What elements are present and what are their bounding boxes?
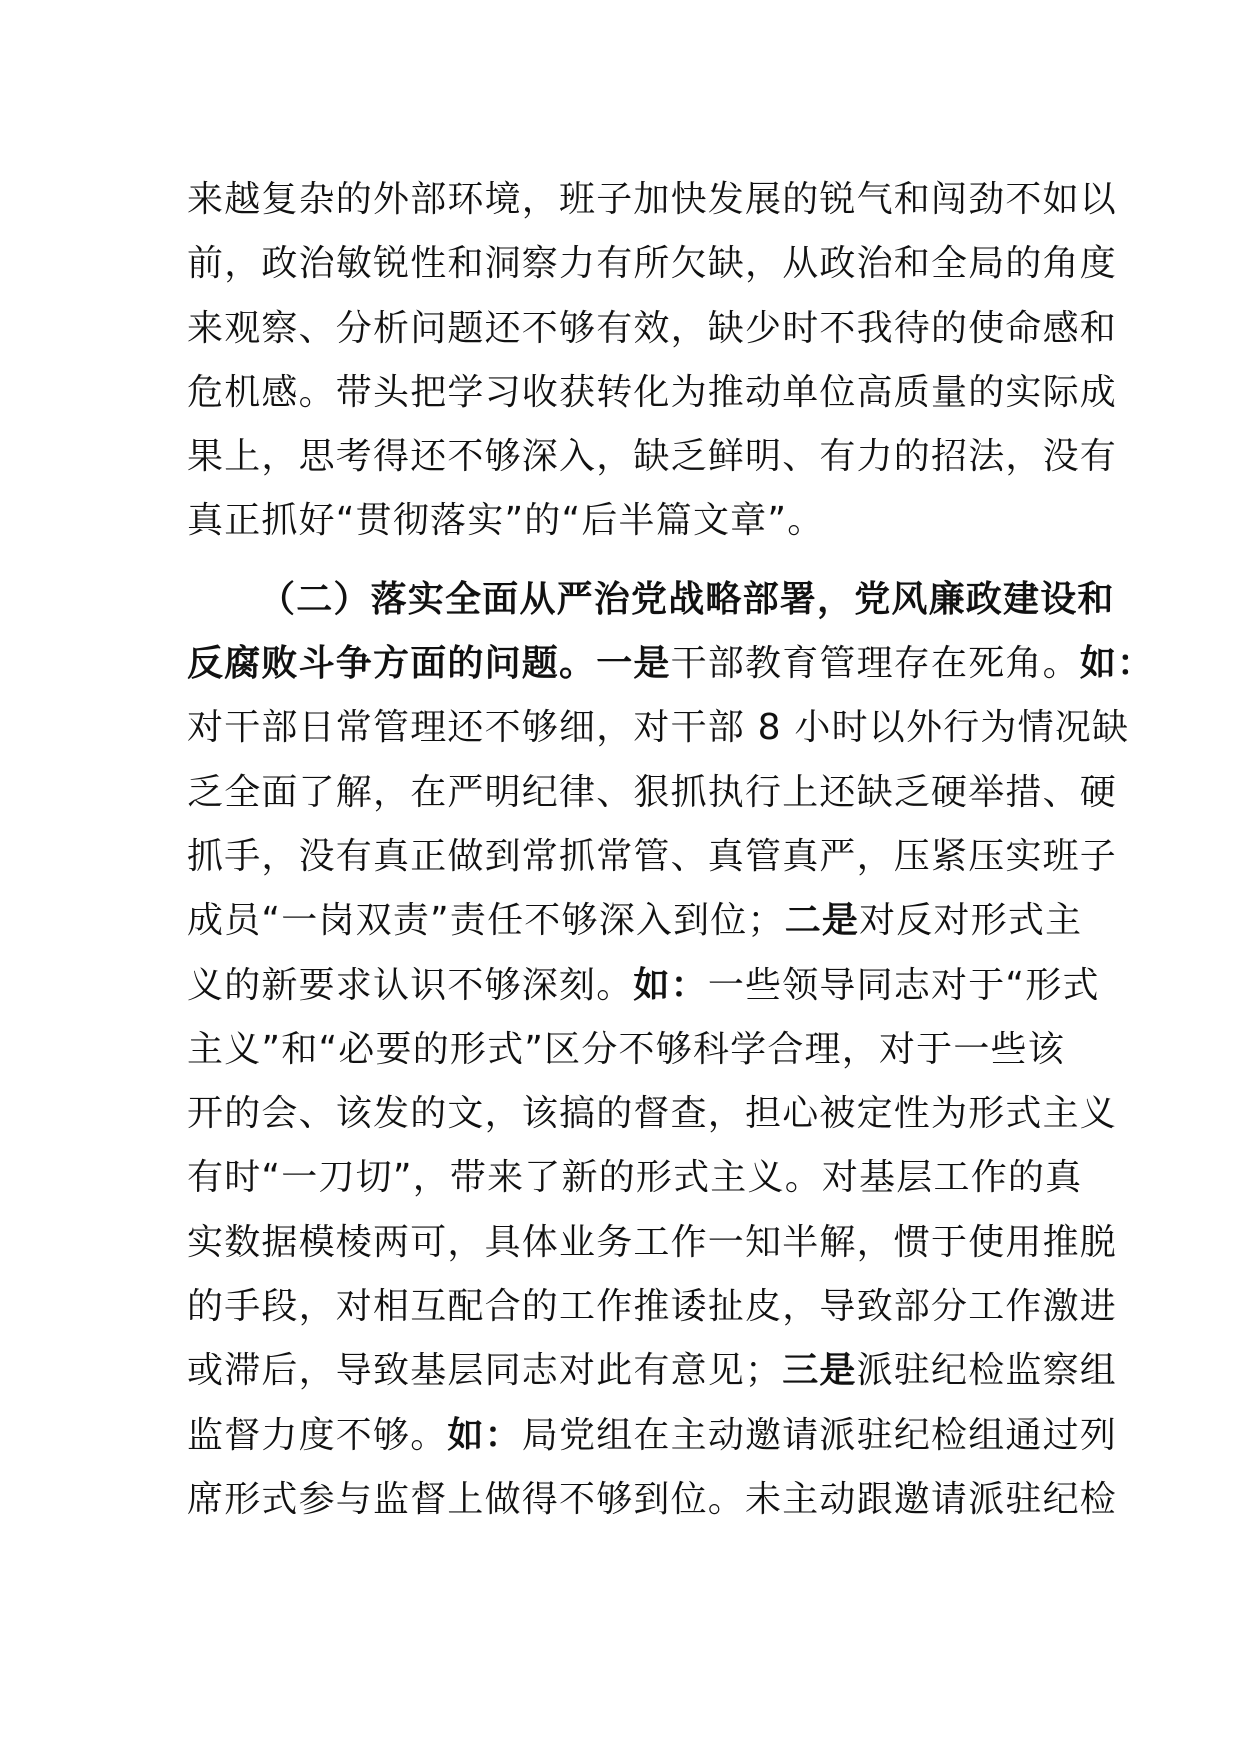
paragraph-1-line-1: 来越复杂的外部环境，班子加快发展的锐气和闯劲不如以 — [187, 179, 1118, 220]
paragraph-2-line-6 — [187, 889, 1083, 953]
line-6-text: 成员“一岗双责”责任不够深入到位； — [187, 900, 785, 942]
point-one-text: 干部教育管理存在死角。 — [670, 643, 1080, 685]
paragraph-2-line-13 — [187, 1339, 1118, 1403]
line-14-text: 监督力度不够。 — [187, 1414, 448, 1456]
line-7-text: 义的新要求认识不够深刻。 — [187, 964, 634, 1006]
paragraph-2-line-12: 的手段，对相互配合的工作推诿扯皮，导致部分工作激进 — [187, 1286, 1118, 1328]
paragraph-1-line-4: 危机感。带头把学习收获转化为推动单位高质量的实际成 — [187, 371, 1118, 413]
point-three-marker: 三是 — [782, 1350, 857, 1392]
paragraph-1-line-2: 前，政治敏锐性和洞察力有所欠缺，从政治和全局的角度 — [187, 243, 1118, 285]
line-6-tail: 对反对形式主 — [859, 900, 1083, 942]
line-13-tail: 派驻纪检监察组 — [856, 1350, 1118, 1392]
paragraph-2-line-2 — [187, 632, 1155, 696]
paragraph-2-line-15: 席形式参与监督上做得不够到位。未主动跟邀请派驻纪检 — [187, 1478, 1118, 1520]
document-body — [187, 168, 1155, 1532]
paragraph-2-line-7 — [187, 954, 1100, 1018]
paragraph-2 — [187, 568, 1155, 1532]
example-marker-2: 如： — [633, 964, 708, 1006]
paragraph-2-line-4: 乏全面了解，在严明纪律、狠抓执行上还缺乏硬举措、硬 — [187, 771, 1118, 813]
paragraph-2-line-8: 主义”和“必要的形式”区分不够科学合理，对于一些该 — [187, 1028, 1065, 1070]
line-13-text: 或滞后，导致基层同志对此有意见； — [187, 1350, 783, 1392]
paragraph-spacer — [187, 554, 1067, 568]
point-two-marker: 二是 — [784, 900, 860, 942]
line-14-tail: 局党组在主动邀请派驻纪检组通过列 — [521, 1414, 1118, 1456]
paragraph-1-line-3: 来观察、分析问题还不够有效，缺少时不我待的使命感和 — [187, 307, 1118, 349]
paragraph-1-line-5: 果上，思考得还不够深入，缺乏鲜明、有力的招法，没有 — [187, 436, 1118, 478]
section-heading-line-1 — [187, 568, 1115, 632]
paragraph-2-line-5: 抓手，没有真正做到常抓常管、真管真严，压紧压实班子 — [187, 835, 1118, 877]
example-marker-3: 如： — [447, 1414, 522, 1456]
paragraph-2-line-9: 开的会、该发的文，该搞的督查，担心被定性为形式主义 — [187, 1093, 1118, 1135]
line-7-tail: 一些领导同志对于“形式 — [707, 964, 1100, 1006]
paragraph-2-line-3: 对干部日常管理还不够细，对干部 8 小时以外行为情况缺 — [187, 707, 1130, 749]
section-heading-bold: （二）落实全面从严治党战略部署，党风廉政建设和 — [259, 578, 1115, 620]
paragraph-2-line-10: 有时“一刀切”，带来了新的形式主义。对基层工作的真 — [187, 1157, 1083, 1199]
example-marker: 如： — [1079, 643, 1155, 685]
section-heading-bold-continued: 反腐败斗争方面的问题。一是 — [187, 643, 671, 685]
paragraph-1-line-6: 真正抓好“贯彻落实”的“后半篇文章”。 — [187, 500, 825, 542]
paragraph-1 — [187, 168, 1118, 554]
paragraph-2-line-14 — [187, 1404, 1118, 1468]
paragraph-2-line-11: 实数据模棱两可，具体业务工作一知半解，惯于使用推脱 — [187, 1221, 1118, 1263]
